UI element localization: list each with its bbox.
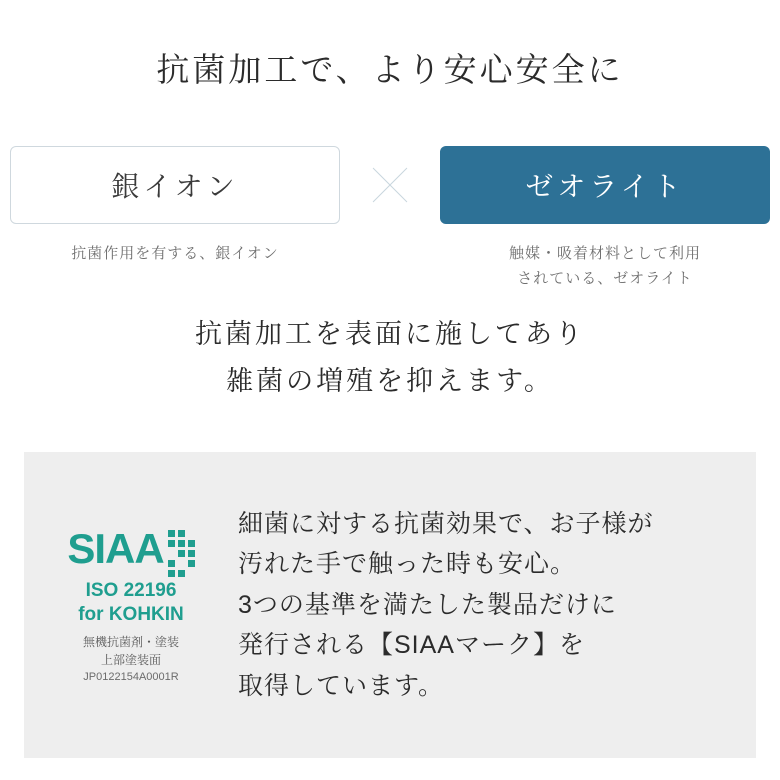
caption-zeolite-line2: されている、ゼオライト [517, 269, 693, 287]
siaa-logo [42, 524, 220, 577]
siaa-description-line1: 細菌に対する抗菌効果で、お子様が [238, 509, 654, 538]
badge-silver-ion: 銀イオン [10, 146, 340, 224]
mid-message-line2: 雑菌の増殖を抑えます。 [226, 365, 554, 396]
siaa-description-line2: 汚れた手で触った時も安心。 [238, 550, 577, 579]
ingredient-column-zeolite [440, 146, 770, 292]
mid-message [0, 312, 780, 403]
siaa-iso-number: ISO 22196 [85, 579, 177, 601]
siaa-description-line5: 取得しています。 [238, 671, 445, 700]
siaa-panel [24, 452, 756, 758]
siaa-description-line4: 発行される【SIAAマーク】を [238, 631, 585, 660]
siaa-sub-line1: 無機抗菌剤・塗装 [82, 634, 179, 649]
page-title: 抗菌加工で、より安心安全に [156, 51, 624, 88]
caption-zeolite-line1: 触媒・吸着材料として利用 [508, 245, 701, 262]
caption-silver-ion: 抗菌作用を有する、銀イオン [71, 245, 279, 262]
siaa-wordmark: SIAA [67, 524, 164, 572]
siaa-sub-line2: 上部塗装面 [100, 652, 161, 667]
mid-message-line1: 抗菌加工を表面に施してあり [195, 319, 585, 349]
ingredient-badge-row [10, 146, 770, 292]
siaa-description-line3: 3つの基準を満たした製品だけに [238, 590, 617, 619]
ingredient-column-silver-ion [10, 146, 340, 267]
siaa-logo-block [24, 524, 220, 683]
siaa-certificate-code: JP0122154A0001R [83, 670, 179, 683]
siaa-for-kohkin: for KOHKIN [78, 603, 184, 625]
cross-icon [355, 146, 425, 224]
caption-zeolite [509, 242, 701, 292]
siaa-dot-pattern-icon [168, 530, 195, 577]
siaa-description [220, 504, 756, 707]
badge-zeolite: ゼオライト [440, 146, 770, 224]
